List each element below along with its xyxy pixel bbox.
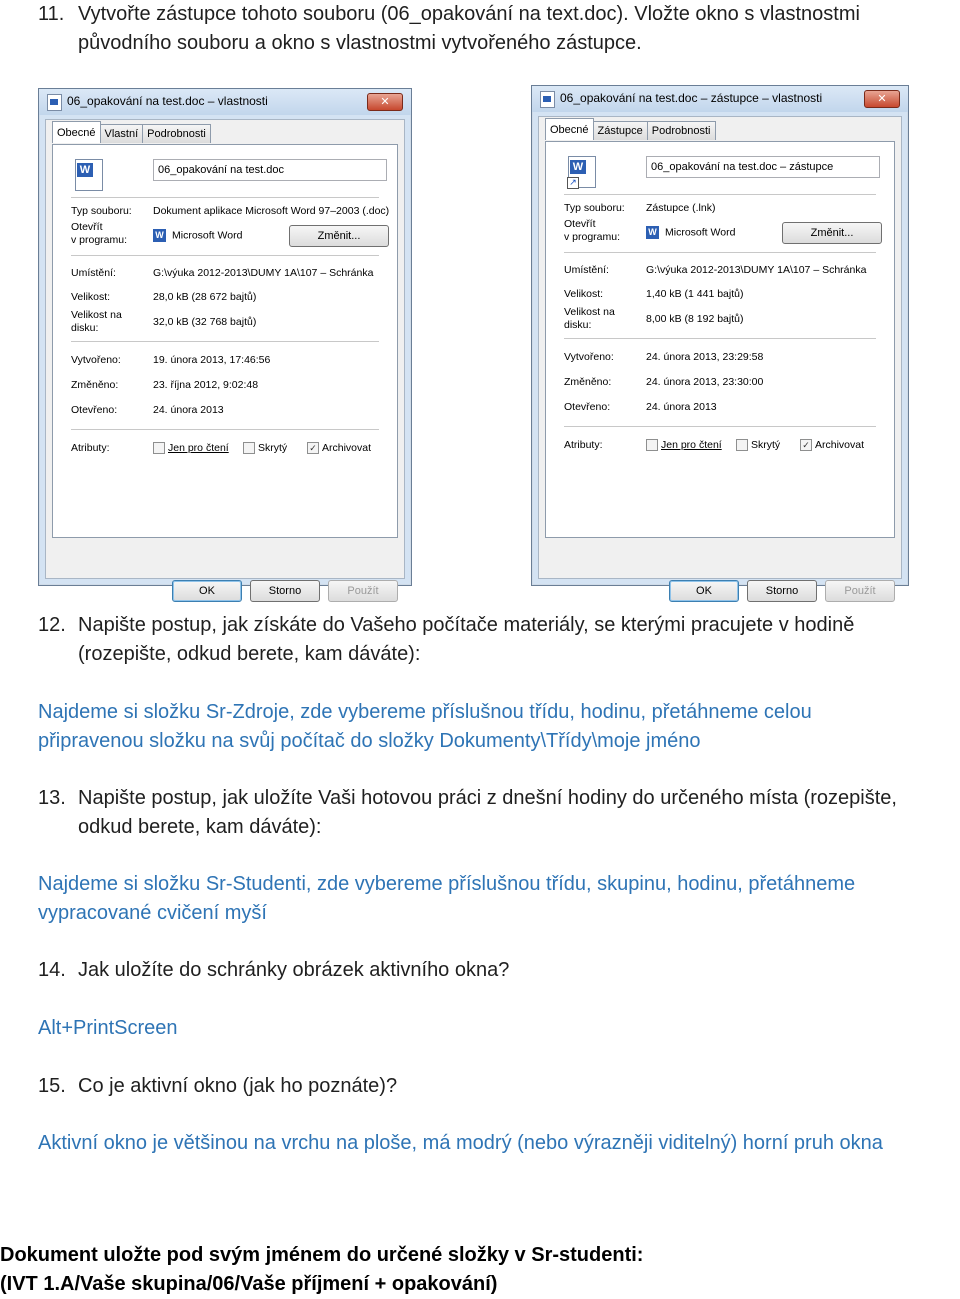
size-on-disk-value: 32,0 kB (32 768 bajtů) (153, 316, 257, 328)
checkbox-unchecked-icon (243, 442, 255, 454)
ok-button[interactable]: OK (669, 580, 739, 602)
opens-with-app-name: Microsoft Word (172, 229, 243, 242)
location-value: G:\výuka 2012-2013\DUMY 1A\107 – Schránka (646, 264, 867, 276)
divider (564, 252, 876, 253)
tab-bar (52, 124, 210, 144)
checkbox-unchecked-icon (153, 442, 165, 454)
archive-checkbox[interactable] (800, 439, 864, 451)
question-text: Co je aktivní okno (jak ho poznáte)? (78, 1075, 398, 1097)
file-type-label: Typ souboru: (564, 202, 625, 214)
question-number: 15. (38, 1075, 66, 1097)
question-number: 14. (38, 959, 66, 981)
title-bar[interactable] (39, 89, 411, 115)
question-text-line1: Vytvořte zástupce tohoto souboru (06_opakování na text.doc). Vložte okno s vlastnostmi (78, 3, 860, 25)
readonly-checkbox-label: Jen pro čtení (168, 442, 229, 454)
tab-details[interactable]: Podrobnosti (647, 121, 716, 140)
hidden-checkbox-label: Skrytý (751, 439, 781, 451)
attributes-label: Atributy: (564, 439, 603, 451)
divider (564, 338, 876, 339)
file-type-value: Dokument aplikace Microsoft Word 97–2003 (.doc) (153, 205, 390, 217)
modified-value: 23. října 2012, 9:02:48 (153, 379, 259, 391)
footer-instructions (0, 1241, 960, 1299)
filename-field[interactable]: 06_opakování na test.doc – zástupce (646, 156, 880, 178)
question-number: 13. (38, 787, 66, 809)
size-value: 1,40 kB (1 441 bajtů) (646, 288, 744, 300)
opens-with-value (153, 229, 242, 242)
question-13 (38, 784, 958, 842)
title-bar[interactable] (532, 86, 908, 112)
answer-line1: Najdeme si složku Sr-Zdroje, zde vybereme příslušnou třídu, hodinu, přetáhneme celou (38, 701, 812, 723)
question-number: 11. (38, 3, 65, 25)
word-app-icon: W (153, 229, 166, 242)
archive-checkbox-label: Archivovat (815, 439, 865, 451)
accessed-value: 24. února 2013 (646, 401, 717, 413)
checkbox-checked-icon: ✓ (307, 442, 319, 454)
accessed-value: 24. února 2013 (153, 404, 224, 416)
cancel-button[interactable]: Storno (747, 580, 817, 602)
answer-12 (38, 698, 958, 756)
size-on-disk-label: Velikost na disku: (564, 306, 615, 331)
readonly-checkbox-label: Jen pro čtení (661, 439, 722, 451)
word-shortcut-icon (568, 156, 596, 188)
question-15 (38, 1072, 958, 1101)
checkbox-checked-icon: ✓ (800, 439, 812, 451)
divider (71, 341, 379, 342)
location-label: Umístění: (564, 264, 609, 276)
checkbox-unchecked-icon (736, 439, 748, 451)
accessed-label: Otevřeno: (71, 404, 118, 416)
size-label: Velikost: (71, 291, 111, 303)
apply-button[interactable]: Použít (328, 580, 398, 602)
question-12 (38, 611, 958, 669)
size-on-disk-label: Velikost na disku: (71, 309, 122, 334)
tab-details[interactable]: Podrobnosti (142, 124, 211, 143)
hidden-checkbox[interactable] (736, 439, 780, 451)
tab-shortcut[interactable]: Zástupce (593, 121, 648, 140)
archive-checkbox[interactable] (307, 442, 371, 454)
created-value: 19. února 2013, 17:46:56 (153, 354, 271, 366)
ok-button[interactable]: OK (172, 580, 242, 602)
answer-line2: připravenou složku na svůj počítač do složky Dokumenty\Třídy\moje jméno (38, 730, 701, 752)
question-text-line2: původního souboru a okno s vlastnostmi vytvořeného zástupce. (78, 32, 642, 54)
modified-value: 24. února 2013, 23:30:00 (646, 376, 764, 388)
readonly-checkbox[interactable] (646, 439, 722, 451)
created-label: Vytvořeno: (564, 351, 614, 363)
size-label: Velikost: (564, 288, 604, 300)
modified-label: Změněno: (71, 379, 119, 391)
opens-with-label: Otevřít v programu: (564, 218, 621, 243)
question-text: Jak uložíte do schránky obrázek aktivního okna? (78, 959, 510, 981)
apply-button[interactable]: Použít (825, 580, 895, 602)
document-icon (540, 91, 555, 108)
document-icon (47, 94, 62, 111)
location-value: G:\výuka 2012-2013\DUMY 1A\107 – Schránka (153, 267, 374, 279)
word-document-icon (75, 159, 103, 191)
properties-dialog-shortcut (531, 85, 909, 597)
hidden-checkbox[interactable] (243, 442, 287, 454)
opens-with-app-name: Microsoft Word (665, 226, 736, 239)
answer-13 (38, 870, 958, 928)
question-number: 12. (38, 614, 66, 636)
opens-with-value (646, 226, 735, 239)
hidden-checkbox-label: Skrytý (258, 442, 288, 454)
location-label: Umístění: (71, 267, 116, 279)
created-label: Vytvořeno: (71, 354, 121, 366)
dialog-body (538, 116, 902, 597)
footer-line2: (IVT 1.A/Vaše skupina/06/Vaše příjmení + opakování) (0, 1273, 498, 1295)
answer-line2: vypracované cvičení myší (38, 902, 267, 924)
divider (71, 255, 379, 256)
accessed-label: Otevřeno: (564, 401, 611, 413)
size-on-disk-value: 8,00 kB (8 192 bajtů) (646, 313, 744, 325)
question-text-line2: (rozepište, odkud berete, kam dáváte): (78, 643, 421, 665)
tab-general[interactable]: Obecné (52, 121, 101, 143)
word-app-icon: W (646, 226, 659, 239)
dialog-body (45, 119, 405, 597)
divider (564, 194, 876, 195)
change-button[interactable]: Změnit... (289, 225, 389, 247)
divider (71, 197, 379, 198)
tab-bar (545, 121, 715, 141)
window-title: 06_opakování na test.doc – zástupce – vlastnosti (560, 91, 823, 105)
tab-panel-general (545, 141, 895, 538)
question-text-line1: Napište postup, jak získáte do Vašeho počítače materiály, se kterými pracujete v hodině (78, 614, 855, 636)
divider (564, 426, 876, 427)
properties-dialog-original (38, 88, 412, 597)
answer-line1: Najdeme si složku Sr-Studenti, zde vybereme příslušnou třídu, skupinu, hodinu, přetáhneme (38, 873, 856, 895)
question-text-line2: odkud berete, kam dáváte): (78, 816, 322, 838)
archive-checkbox-label: Archivovat (322, 442, 372, 454)
question-14 (38, 956, 958, 985)
file-type-label: Typ souboru: (71, 205, 132, 217)
attributes-label: Atributy: (71, 442, 110, 454)
tab-custom[interactable]: Vlastní (100, 124, 144, 143)
question-11 (38, 0, 958, 58)
tab-general[interactable]: Obecné (545, 118, 594, 140)
size-value: 28,0 kB (28 672 bajtů) (153, 291, 257, 303)
tab-panel-general (52, 144, 398, 538)
readonly-checkbox[interactable] (153, 442, 229, 454)
window-title: 06_opakování na test.doc – vlastnosti (67, 94, 268, 108)
modified-label: Změněno: (564, 376, 612, 388)
divider (71, 429, 379, 430)
change-button[interactable]: Změnit... (782, 222, 882, 244)
file-type-value: Zástupce (.lnk) (646, 202, 716, 214)
created-value: 24. února 2013, 23:29:58 (646, 351, 764, 363)
close-button[interactable]: ✕ (864, 90, 900, 108)
checkbox-unchecked-icon (646, 439, 658, 451)
question-text-line1: Napište postup, jak uložíte Vaši hotovou práci z dnešní hodiny do určeného místa (rozepište, (78, 787, 897, 809)
shortcut-arrow-icon: ↗ (567, 177, 579, 189)
answer-14: Alt+PrintScreen (38, 1017, 178, 1039)
filename-field[interactable]: 06_opakování na test.doc (153, 159, 387, 181)
close-button[interactable]: ✕ (367, 93, 403, 111)
answer-15: Aktivní okno je většinou na vrchu na ploše, má modrý (nebo výrazněji viditelný) horní pruh okna (38, 1132, 883, 1154)
footer-line1: Dokument uložte pod svým jménem do určené složky v Sr-studenti: (0, 1244, 644, 1266)
opens-with-label: Otevřít v programu: (71, 221, 128, 246)
cancel-button[interactable]: Storno (250, 580, 320, 602)
